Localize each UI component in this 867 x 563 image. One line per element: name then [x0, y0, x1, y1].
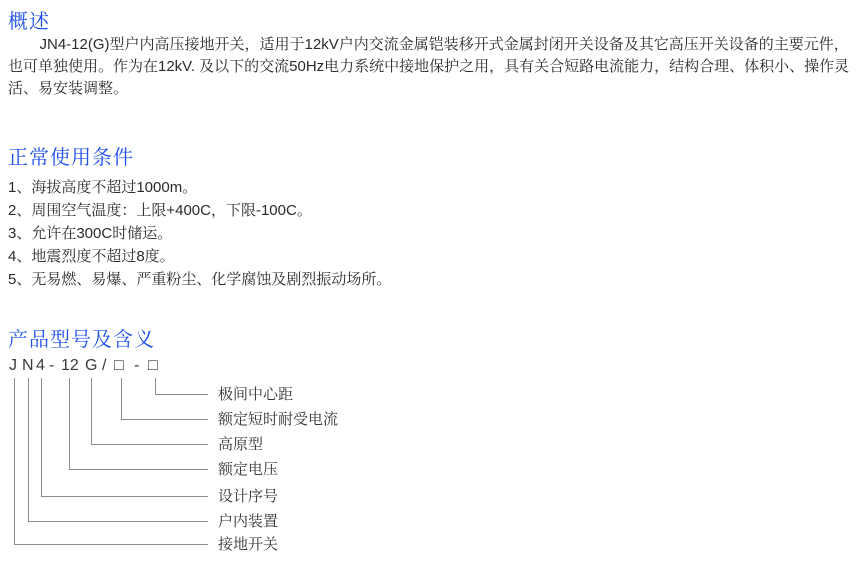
condition-item-3: 3、允许在300C时储运。 [8, 225, 173, 242]
model-blank-box-1: □ [114, 357, 124, 374]
model-char-dash: - [49, 357, 55, 374]
model-label-plateau-type: 高原型 [218, 436, 264, 453]
condition-item-2: 2、周围空气温度：上限+400C，下限-100C。 [8, 202, 312, 219]
model-char-12: 12 [61, 357, 79, 374]
model-blank-box-2: □ [148, 357, 158, 374]
model-char-N: N [22, 357, 34, 374]
condition-item-1: 1、海拔高度不超过1000m。 [8, 179, 198, 196]
model-label-indoor-device: 户内装置 [218, 513, 279, 530]
model-char-4: 4 [36, 357, 45, 374]
model-label-rated-voltage: 额定电压 [218, 461, 279, 478]
model-char-J: J [9, 357, 17, 374]
model-heading: 产品型号及含义 [8, 329, 155, 351]
model-char-G: G [85, 357, 98, 374]
model-label-earthing-switch: 接地开关 [218, 536, 279, 553]
condition-item-4: 4、地震烈度不超过8度。 [8, 248, 175, 265]
model-label-pole-center-distance: 极间中心距 [218, 386, 294, 403]
overview-heading: 概述 [8, 11, 50, 33]
model-label-design-serial: 设计序号 [218, 488, 279, 505]
connector-line-J [14, 378, 208, 545]
conditions-heading: 正常使用条件 [8, 147, 134, 169]
model-label-rated-short-time-current: 额定短时耐受电流 [218, 411, 339, 428]
condition-item-5: 5、无易燃、易爆、严重粉尘、化学腐蚀及剧烈振动场所。 [8, 271, 392, 288]
model-char-slash: / [102, 357, 107, 374]
model-designation-diagram [0, 356, 867, 561]
model-char-dash2: - [134, 357, 140, 374]
conditions-list [8, 176, 391, 291]
overview-paragraph: JN4-12(G)型户内高压接地开关，适用于12kV户内交流金属铠装移开式金属封闭开关设备及其它高压开关设备的主要元件，也可单独使用。作为在12kV. 及以下的交流50Hz电力系统中接地保护之用，具有关合短路电流能力，结构合理、体积小、操作灵活、易安装调整。 [8, 36, 850, 97]
